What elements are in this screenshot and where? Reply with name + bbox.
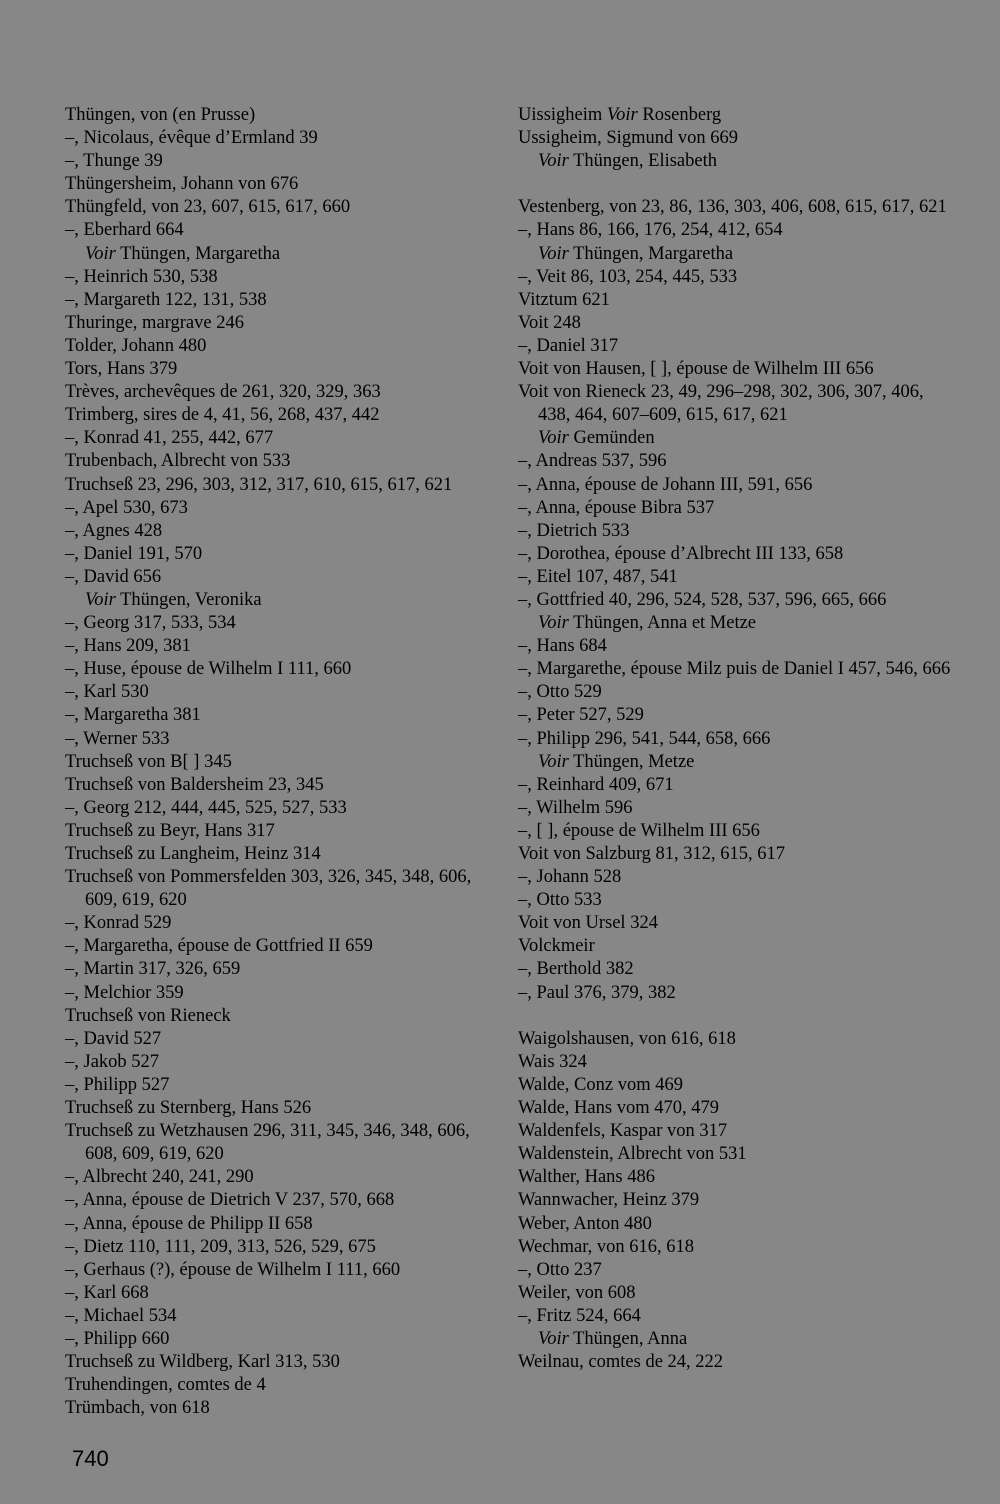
entry-text: –, Jakob 527 [65,1051,160,1072]
index-entry [518,1305,958,1328]
index-entry [65,427,505,450]
entry-text: Weilnau, comtes de 24, 222 [518,1352,724,1373]
index-entry [518,335,958,358]
entry-text: –, Margaretha, épouse de Gottfried II 659 [65,936,373,957]
entry-text: –, Otto 529 [518,682,602,703]
entry-text: Truchseß von Pommersfelden 303, 326, 345, 348, 606, 609, 619, 620 [65,867,472,911]
index-entry [518,104,958,127]
voir-reference: Voir [538,151,569,172]
entry-text: –, Dietrich 533 [518,520,630,541]
entry-text: Truchseß von Baldersheim 23, 345 [65,774,324,795]
index-entry [518,958,958,981]
entry-text: Vitztum 621 [518,289,610,310]
entry-text: –, Konrad 529 [65,913,172,934]
index-entry [65,243,505,266]
index-entry [518,381,958,427]
voir-reference: Voir [538,613,569,634]
entry-text: Voit von Rieneck 23, 49, 296–298, 302, 306, 307, 406, 438, 464, 607–609, 615, 617, 621 [518,382,924,426]
index-entry [65,566,505,589]
entry-text: Walde, Hans vom 470, 479 [518,1098,719,1119]
entry-text: Wais 324 [518,1051,587,1072]
entry-text: Thüngersheim, Johann von 676 [65,174,299,195]
entry-text: Thüngen, Anna [568,1328,688,1349]
entry-text: Truchseß zu Wetzhausen 296, 311, 345, 346, 348, 606, 608, 609, 619, 620 [65,1121,470,1165]
entry-text: Truchseß von Rieneck [65,1005,231,1026]
entry-text: –, David 527 [65,1028,162,1049]
entry-text: –, Margareth 122, 131, 538 [65,289,267,310]
index-entry [518,243,958,266]
entry-text: Rosenberg [637,105,722,125]
page-number: 740 [72,1446,109,1471]
entry-text: –, Philipp 296, 541, 544, 658, 666 [518,728,771,749]
entry-text: –, Otto 237 [518,1259,602,1280]
index-entry [65,635,505,658]
entry-text: Thüngen, Veronika [115,589,262,610]
entry-text: –, Paul 376, 379, 382 [518,982,676,1003]
index-entry [65,704,505,727]
index-entry [518,150,958,173]
index-entry [65,589,505,612]
entry-text: –, Andreas 537, 596 [518,451,667,472]
entry-text: –, Wilhelm 596 [518,797,633,818]
entry-text: Trimberg, sires de 4, 41, 56, 268, 437, 442 [65,405,380,426]
index-entry [518,935,958,958]
index-entry [518,589,958,612]
index-entry [518,1351,958,1374]
index-entry [65,1374,505,1397]
entry-text: Truchseß zu Langheim, Heinz 314 [65,844,321,864]
index-entry [65,1189,505,1212]
index-entry [65,658,505,681]
index-entry [518,889,958,912]
index-entry [518,1143,958,1166]
index-entry [518,543,958,566]
entry-text: –, Eitel 107, 487, 541 [518,566,678,587]
entry-text: –, Margaretha 381 [65,705,201,726]
index-entry [65,150,505,173]
index-entry [65,1397,505,1420]
voir-reference: Voir [538,1328,569,1349]
entry-text: Trèves, archevêques de 261, 320, 329, 363 [65,382,381,403]
index-entry [65,751,505,774]
entry-text: Wannwacher, Heinz 379 [518,1190,700,1211]
index-entry [518,196,958,219]
index-entry [518,1282,958,1305]
index-entry [518,866,958,889]
entry-text: Ussigheim, Sigmund von 669 [518,128,738,149]
entry-list-left [65,104,505,1420]
entry-text: –, [ ], épouse de Wilhelm III 656 [518,820,760,841]
index-entry [518,1166,958,1189]
entry-text: –, Johann 528 [518,867,622,888]
index-entry [65,912,505,935]
entry-text: –, Daniel 191, 570 [65,543,203,564]
entry-text: –, Daniel 317 [518,335,619,356]
index-entry [518,1028,958,1051]
index-entry [65,1120,505,1166]
index-entry [65,935,505,958]
entry-text: Thüngen, Anna et Metze [568,613,757,634]
index-entry [65,843,505,866]
voir-reference: Voir [538,428,569,449]
voir-reference: Voir [85,243,116,264]
index-entry [65,196,505,219]
index-entry [518,566,958,589]
index-entry [65,1074,505,1097]
index-entry [518,127,958,150]
index-entry [518,1120,958,1143]
entry-text: –, Apel 530, 673 [65,497,188,518]
index-entry [518,797,958,820]
entry-text: Thüngen, Metze [568,751,695,772]
index-entry [65,219,505,242]
index-entry [518,728,958,751]
entry-text: Weiler, von 608 [518,1282,636,1303]
entry-text: Walther, Hans 486 [518,1167,655,1188]
entry-text: –, Gerhaus (?), épouse de Wilhelm I 111, 660 [65,1259,401,1280]
entry-text: –, Philipp 527 [65,1074,170,1095]
entry-text: –, Reinhard 409, 671 [518,774,674,795]
entry-text: Tolder, Johann 480 [65,335,207,356]
entry-text: –, Hans 209, 381 [65,636,191,657]
entry-text: –, Nicolaus, évêque d’Ermland 39 [65,128,318,149]
entry-text: –, Heinrich 530, 538 [65,266,218,287]
entry-text: –, Eberhard 664 [65,220,184,241]
entry-text: Trümbach, von 618 [65,1398,210,1419]
entry-text: Volckmeir [518,936,595,957]
entry-text: –, Berthold 382 [518,959,634,980]
entry-text: –, Karl 668 [65,1282,149,1303]
entry-text: Voit von Hausen, [ ], épouse de Wilhelm III 656 [518,359,874,380]
index-entry [518,427,958,450]
index-entry [518,982,958,1005]
entry-text: –, Konrad 41, 255, 442, 677 [65,428,274,449]
index-entry [518,1051,958,1074]
index-entry [65,312,505,335]
index-entry [65,520,505,543]
index-entry [518,312,958,335]
entry-text: Thüngen, Elisabeth [568,151,717,172]
index-entry [65,866,505,912]
entry-text: –, Anna, épouse Bibra 537 [518,497,715,518]
index-entry [518,704,958,727]
index-entry [65,104,505,127]
index-entry [65,728,505,751]
entry-text: Vestenberg, von 23, 86, 136, 303, 406, 608, 615, 617, 621 [518,197,947,218]
entry-text: –, Philipp 660 [65,1328,170,1349]
index-entry [65,1166,505,1189]
entry-text: Thüngfeld, von 23, 607, 615, 617, 660 [65,197,351,218]
entry-text: –, Margarethe, épouse Milz puis de Daniel I 457, 546, 666 [518,659,951,680]
entry-text: –, Dietz 110, 111, 209, 313, 526, 529, 675 [65,1236,376,1257]
entry-text: –, Karl 530 [65,682,149,703]
index-entry [518,681,958,704]
entry-text: Truchseß zu Beyr, Hans 317 [65,820,275,841]
index-entry [65,681,505,704]
entry-text: –, Anna, épouse de Johann III, 591, 656 [518,474,813,495]
entry-text: –, Dorothea, épouse d’Albrecht III 133, 658 [518,543,844,564]
index-entry [518,520,958,543]
index-column-left [65,104,505,1420]
index-entry [65,266,505,289]
entry-text: Truchseß 23, 296, 303, 312, 317, 610, 615, 617, 621 [65,474,453,495]
entry-text: –, Huse, épouse de Wilhelm I 111, 660 [65,659,352,680]
entry-text: Gemünden [568,428,655,449]
index-entry [65,1028,505,1051]
index-entry [65,612,505,635]
entry-text: Uissigheim [518,105,607,125]
index-entry [518,358,958,381]
index-entry [518,612,958,635]
index-entry [518,219,958,242]
index-entry [518,289,958,312]
index-entry [65,1097,505,1120]
entry-text: Trubenbach, Albrecht von 533 [65,451,291,472]
index-entry [65,1213,505,1236]
index-entry [518,1236,958,1259]
index-entry [65,1282,505,1305]
entry-text: Thüngen, Margaretha [115,243,281,264]
index-entry [518,751,958,774]
entry-text: –, David 656 [65,566,162,587]
index-entry [65,173,505,196]
index-entry [65,1351,505,1374]
index-entry [518,450,958,473]
index-entry [65,1305,505,1328]
index-entry [65,774,505,797]
index-entry [65,335,505,358]
entry-text: –, Albrecht 240, 241, 290 [65,1167,254,1188]
index-entry [518,1189,958,1212]
entry-text: Waldenfels, Kaspar von 317 [518,1121,728,1142]
index-entry [65,404,505,427]
entry-text: Thuringe, margrave 246 [65,312,244,333]
index-entry [65,1328,505,1351]
voir-reference: Voir [85,589,116,610]
entry-text: –, Georg 317, 533, 534 [65,613,236,634]
index-entry [65,958,505,981]
index-entry [65,1005,505,1028]
index-entry [518,820,958,843]
index-entry [65,543,505,566]
entry-text: –, Michael 534 [65,1305,177,1326]
entry-text: Truhendingen, comtes de 4 [65,1375,266,1396]
entry-text: –, Hans 684 [518,636,607,657]
entry-text: Waldenstein, Albrecht von 531 [518,1144,747,1165]
voir-reference: Voir [538,243,569,264]
index-entry [518,1328,958,1351]
entry-text: –, Anna, épouse de Philipp II 658 [65,1213,313,1234]
index-entry [65,982,505,1005]
index-entry [518,474,958,497]
voir-reference: Voir [538,751,569,772]
index-entry [65,820,505,843]
index-entry [518,1259,958,1282]
entry-text: Thüngen, Margaretha [568,243,734,264]
entry-text: –, Peter 527, 529 [518,705,644,726]
index-entry [518,774,958,797]
entry-text: Thüngen, von (en Prusse) [65,105,256,125]
entry-text: –, Werner 533 [65,728,170,749]
entry-text: Wechmar, von 616, 618 [518,1236,695,1257]
index-entry [65,797,505,820]
entry-text: Walde, Conz vom 469 [518,1074,683,1095]
index-entry [518,658,958,681]
index-entry [518,635,958,658]
entry-text: –, Fritz 524, 664 [518,1305,641,1326]
index-entry [65,1259,505,1282]
index-column-right [518,104,958,1374]
entry-text: Truchseß von B[ ] 345 [65,751,232,772]
index-entry [518,912,958,935]
index-entry [65,450,505,473]
entry-text: Waigolshausen, von 616, 618 [518,1028,736,1049]
entry-text: Voit von Salzburg 81, 312, 615, 617 [518,844,786,864]
entry-text: –, Anna, épouse de Dietrich V 237, 570, 668 [65,1190,395,1211]
entry-text: –, Georg 212, 444, 445, 525, 527, 533 [65,797,347,818]
index-entry [65,381,505,404]
index-entry [518,843,958,866]
entry-text: –, Thunge 39 [65,151,163,172]
index-entry [65,1236,505,1259]
index-entry [65,497,505,520]
entry-text: –, Gottfried 40, 296, 524, 528, 537, 596, 665, 666 [518,589,887,610]
entry-text: –, Melchior 359 [65,982,184,1003]
entry-text: –, Agnes 428 [65,520,163,541]
index-entry [518,1074,958,1097]
index-entry [65,127,505,150]
index-entry [65,1051,505,1074]
entry-text: –, Veit 86, 103, 254, 445, 533 [518,266,738,287]
index-entry [518,1097,958,1120]
entry-text: Voit 248 [518,312,581,333]
entry-text: Weber, Anton 480 [518,1213,652,1234]
index-entry [65,289,505,312]
index-entry [518,266,958,289]
entry-text: –, Hans 86, 166, 176, 254, 412, 654 [518,220,783,241]
entry-text: Truchseß zu Sternberg, Hans 526 [65,1098,312,1119]
entry-text: –, Martin 317, 326, 659 [65,959,241,980]
entry-text: –, Otto 533 [518,890,602,911]
index-entry [65,474,505,497]
entry-text: Truchseß zu Wildberg, Karl 313, 530 [65,1352,340,1373]
index-entry [518,497,958,520]
entry-text: Voit von Ursel 324 [518,913,658,934]
index-entry [518,1213,958,1236]
entry-list-right [518,104,958,1374]
voir-reference: Voir [606,105,638,125]
index-entry [65,358,505,381]
entry-text: Tors, Hans 379 [65,359,178,380]
